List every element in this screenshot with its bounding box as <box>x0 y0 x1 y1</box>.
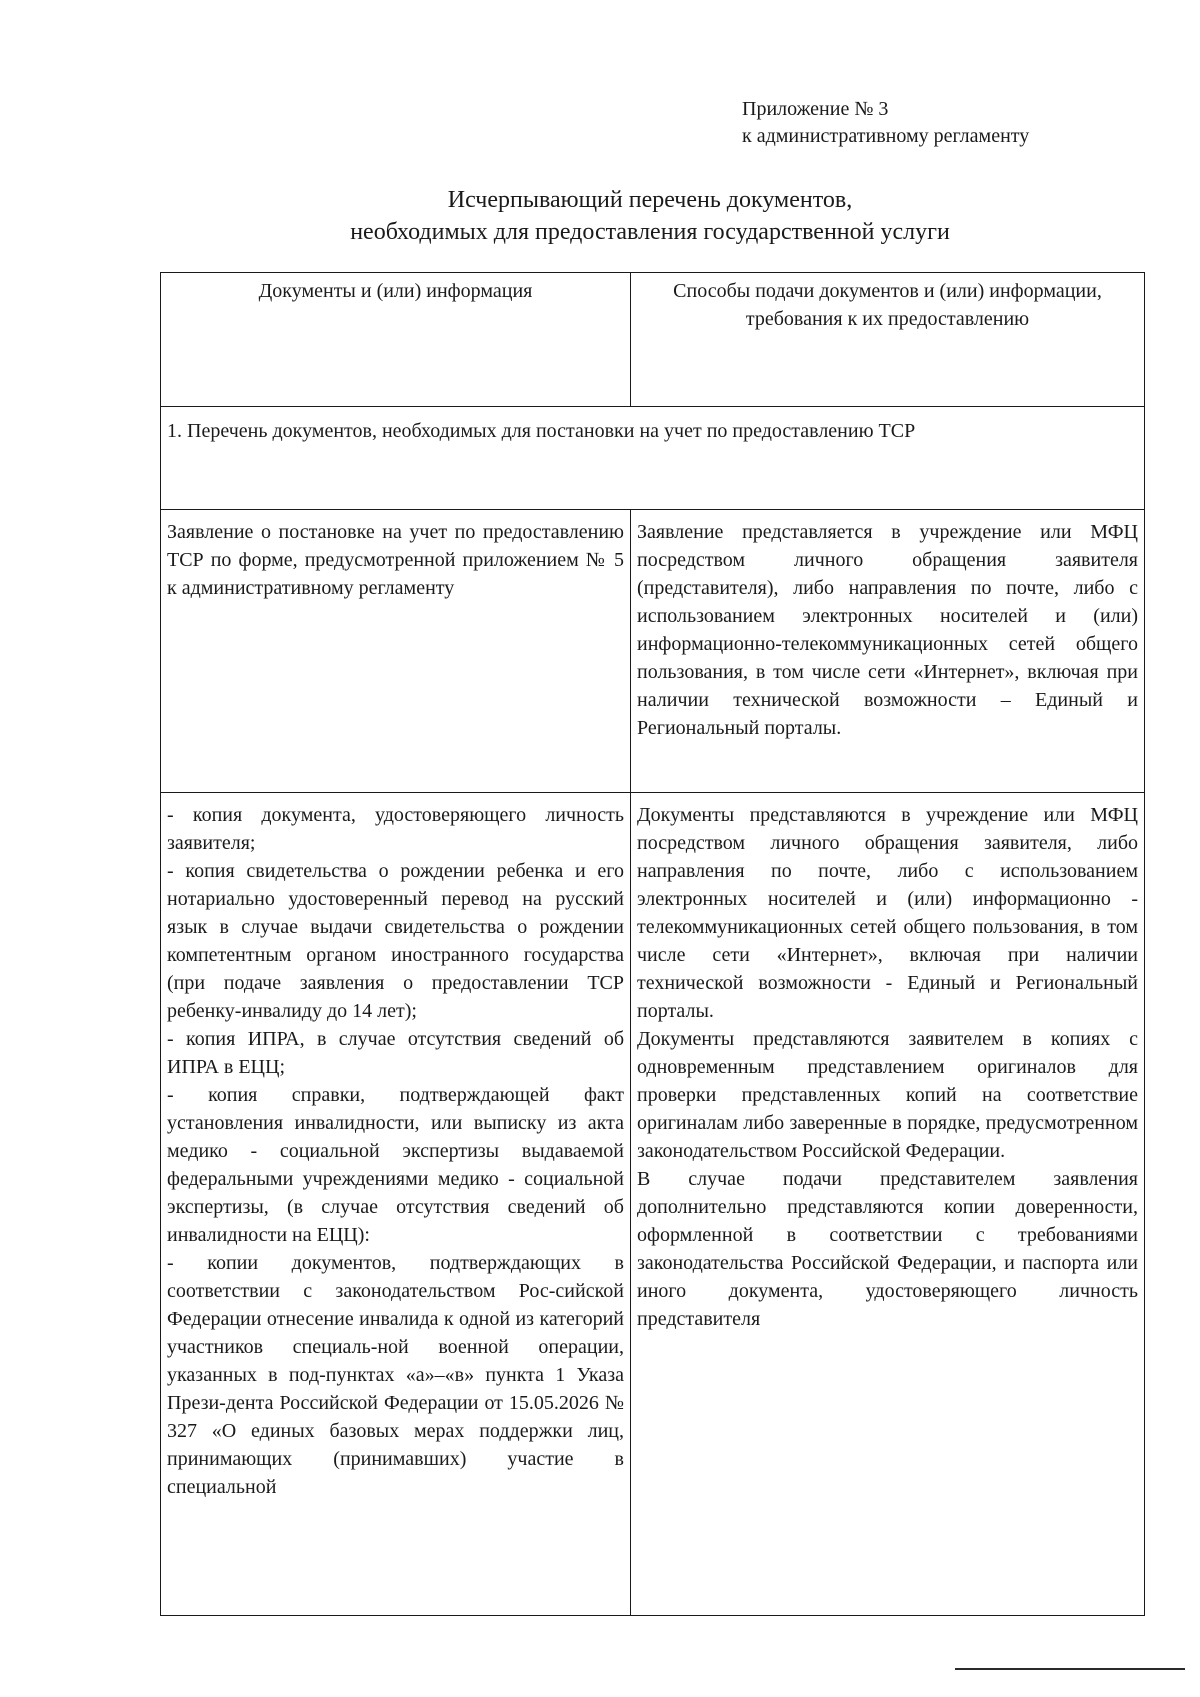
table-header-row <box>161 273 1145 407</box>
section-row <box>161 407 1145 510</box>
row-text: В случае подачи представителем заявления дополнительно представляются копии доверенности, оформленной в соответствии с требованиями законодательства Российской Федерации, и паспорта или иного документа, удостоверяющего личность представителя <box>637 1168 1138 1330</box>
row-methods-cell <box>631 510 1145 793</box>
section-title: 1. Перечень документов, необходимых для постановки на учет по предоставлению ТСР <box>161 407 1145 510</box>
list-item: - копии документов, подтверждающих в соответствии с законодательством Рос-сийской Федерации отнесение инвалида к одной из категорий участников специаль-ной военной операции, указанных в под-пунктах «а»–«в» пункта 1 Указа Прези-дента Российской Федерации от 15.05.2026 № 327 «О единых базовых мерах поддержки лиц, принимающих (принимавших) участие в специальной <box>167 1252 624 1498</box>
list-item: - копия документа, удостоверяющего личность заявителя; <box>167 804 624 854</box>
header-submission-methods: Способы подачи документов и (или) информации, требования к их предоставлению <box>631 273 1145 407</box>
appendix-number: Приложение № 3 <box>742 98 889 120</box>
row-text: Заявление представляется в учреждение или МФЦ посредством личного обращения заявителя (представителя), либо направления по почте, либо с использованием электронных носителей и (или) информационно-телекоммуникационных сетей общего пользования, в том числе сети «Интернет», включая при наличии технической возможности – Единый и Региональный порталы. <box>637 521 1138 739</box>
scan-edge-line <box>955 1668 1185 1670</box>
row-text: Документы представляются заявителем в копиях с одновременным представлением оригиналов для проверки представленных копий на соответствие оригиналам либо заверенные в порядке, предусмотренном законодательством Российской Федерации. <box>637 1028 1138 1162</box>
list-item: - копия свидетельства о рождении ребенка и его нотариально удостоверенный перевод на русский язык в случае выдачи свидетельства о рождении компетентным органом иностранного государства (при подаче заявления о предоставлении ТСР ребенку-инвалиду до 14 лет); <box>167 860 624 1022</box>
row-text: Заявление о постановке на учет по предоставлению ТСР по форме, предусмотренной приложением № 5 к административному регламенту <box>167 521 624 599</box>
header-documents: Документы и (или) информация <box>161 273 631 407</box>
appendix-reference: к административному регламенту <box>742 125 1030 147</box>
document-title-line-2: необходимых для предоставления государственной услуги <box>350 219 950 245</box>
row-text: Документы представляются в учреждение или МФЦ посредством личного обращения заявителя, либо направления по почте, либо с использованием электронных носителей и (или) информационно - телекоммуникационных сетей общего пользования, в том числе сети «Интернет», включая при наличии технической возможности - Единый и Региональный порталы. <box>637 804 1138 1022</box>
appendix-label <box>742 96 1029 150</box>
document-title <box>150 184 1150 248</box>
document-title-line-1: Исчерпывающий перечень документов, <box>447 187 853 213</box>
list-item: - копия ИПРА, в случае отсутствия сведений об ИПРА в ЕЦЦ; <box>167 1028 624 1078</box>
list-item: - копия справки, подтверждающей факт установления инвалидности, или выписку из акта медико - социальной экспертизы выдаваемой федеральными учреждениями медико - социальной экспертизы, (в случае отсутствия сведений об инвалидности на ЕЦЦ): <box>167 1084 624 1246</box>
table-row <box>161 793 1145 1616</box>
documents-table <box>160 272 1145 1616</box>
row-documents-cell <box>161 510 631 793</box>
row-methods-cell <box>631 793 1145 1616</box>
table-row <box>161 510 1145 793</box>
row-documents-cell <box>161 793 631 1616</box>
